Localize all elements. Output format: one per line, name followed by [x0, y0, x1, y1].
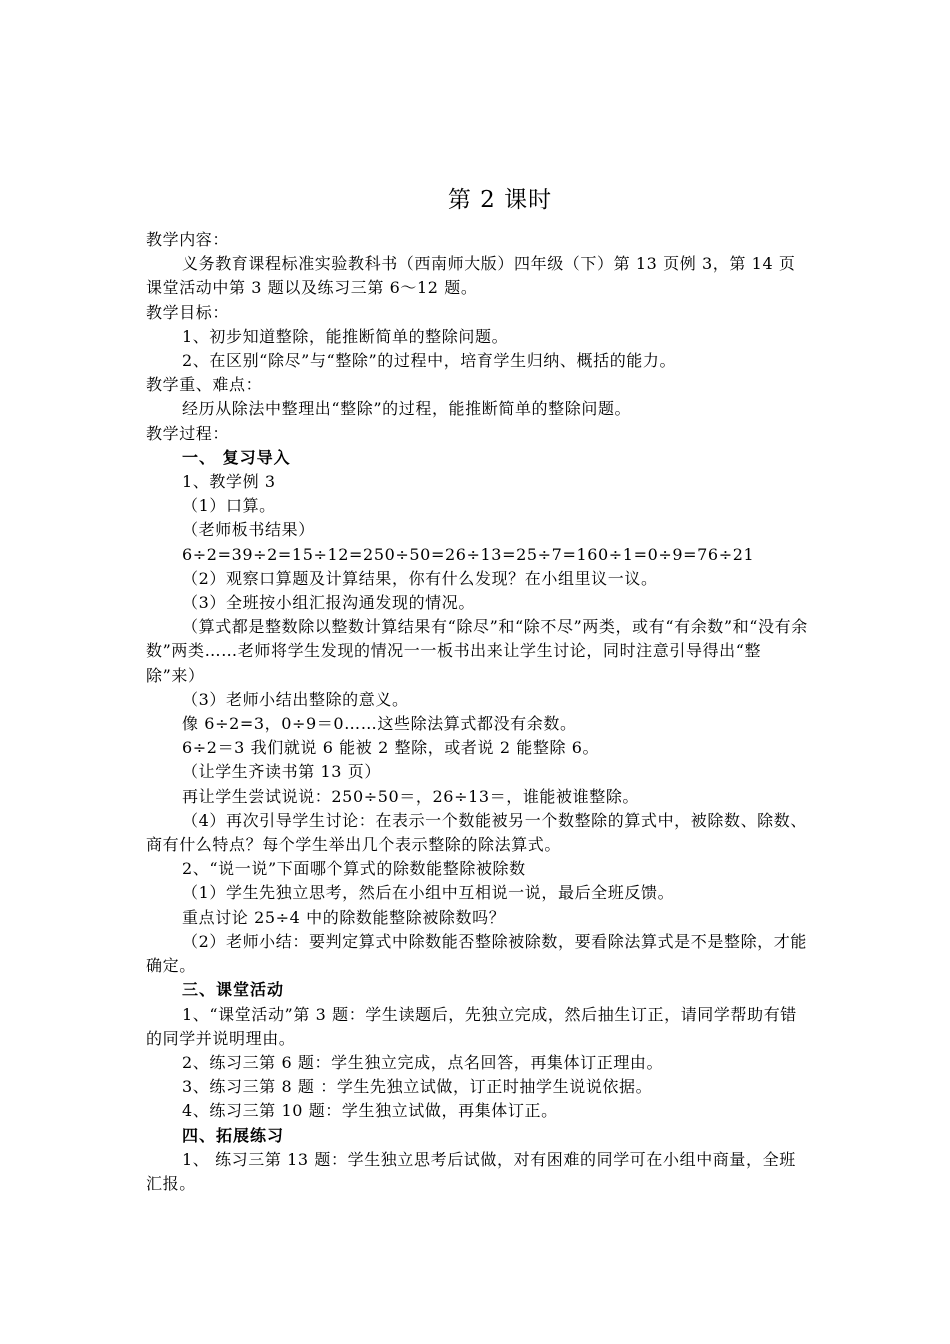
doc-line: 6÷2＝3 我们就说 6 能被 2 整除，或者说 2 能整除 6。: [182, 738, 600, 758]
document-body: [146, 228, 808, 1196]
section-heading: 四、拓展练习: [182, 1125, 285, 1145]
doc-line: 教学目标：: [146, 302, 230, 322]
doc-line: 1、教学例 3: [182, 472, 276, 492]
doc-line: 1、初步知道整除，能推断简单的整除问题。: [182, 326, 509, 346]
doc-line: 1、“课堂活动”第 3 题：学生读题后，先独立完成，然后抽生订正，请同学帮助有错的同学并说明理由。: [146, 1004, 797, 1048]
doc-line: 再让学生尝试说说：250÷50＝，26÷13＝，谁能被谁整除。: [182, 786, 640, 806]
doc-line: 经历从除法中整理出“整除”的过程，能推断简单的整除问题。: [182, 399, 632, 419]
doc-line: （4）再次引导学生讨论：在表示一个数能被另一个数整除的算式中，被除数、除数、商有什么特点？每个学生举出几个表示整除的除法算式。: [146, 810, 807, 855]
doc-line: （3）老师小结出整除的意义。: [182, 689, 409, 709]
doc-line: 2、练习三第 6 题：学生独立完成，点名回答，再集体订正理由。: [182, 1052, 664, 1072]
doc-line: 2、“说一说”下面哪个算式的除数能整除被除数: [182, 859, 526, 879]
doc-line: 1、 练习三第 13 题：学生独立思考后试做，对有困难的同学可在小组中商量，全班汇报。: [146, 1149, 796, 1193]
doc-line: （1）学生先独立思考，然后在小组中互相说一说，最后全班反馈。: [182, 883, 675, 903]
doc-line: 重点讨论 25÷4 中的除数能整除被除数吗？: [182, 907, 506, 927]
doc-line: 4、练习三第 10 题：学生独立试做，再集体订正。: [182, 1101, 558, 1121]
doc-line: 6÷2=39÷2=15÷12=250÷50=26÷13=25÷7=160÷1=0÷9=76÷21: [182, 544, 755, 564]
doc-line: 教学重、难点：: [146, 375, 263, 395]
doc-line: （老师板书结果）: [182, 520, 315, 540]
doc-line: （1）口算。: [182, 496, 276, 516]
doc-line: 教学过程：: [146, 423, 230, 443]
page-title: 第 2 课时: [447, 187, 553, 213]
section-heading: 一、 复习导入: [182, 447, 291, 467]
doc-line: （2）观察口算题及计算结果，你有什么发现？在小组里议一议。: [182, 568, 658, 588]
section-heading: 三、课堂活动: [182, 980, 285, 1000]
doc-line: 3、练习三第 8 题 ：学生先独立试做，订正时抽学生说说依据。: [182, 1077, 653, 1097]
doc-line: 义务教育课程标准实验教科书（西南师大版）四年级（下）第 13 页例 3，第 14 页课堂活动中第 3 题以及练习三第 6～12 题。: [146, 254, 796, 298]
doc-line: （让学生齐读书第 13 页）: [182, 762, 381, 782]
doc-line: （算式都是整数除以整数计算结果有“除尽”和“除不尽”两类，或有“有余数”和“没有余数”两类……老师将学生发现的情况一一板书出来让学生讨论，同时注意引导得出“整除”来）: [146, 617, 808, 685]
doc-line: （3）全班按小组汇报沟通发现的情况。: [182, 593, 475, 613]
doc-line: （2）老师小结：要判定算式中除数能否整除被除数，要看除法算式是不是整除，才能确定。: [146, 931, 807, 976]
doc-line: 2、在区别“除尽”与“整除”的过程中，培育学生归纳、概括的能力。: [182, 351, 677, 371]
doc-line: 教学内容：: [146, 230, 230, 249]
doc-line: 像 6÷2=3，0÷9＝0……这些除法算式都没有余数。: [182, 714, 577, 734]
